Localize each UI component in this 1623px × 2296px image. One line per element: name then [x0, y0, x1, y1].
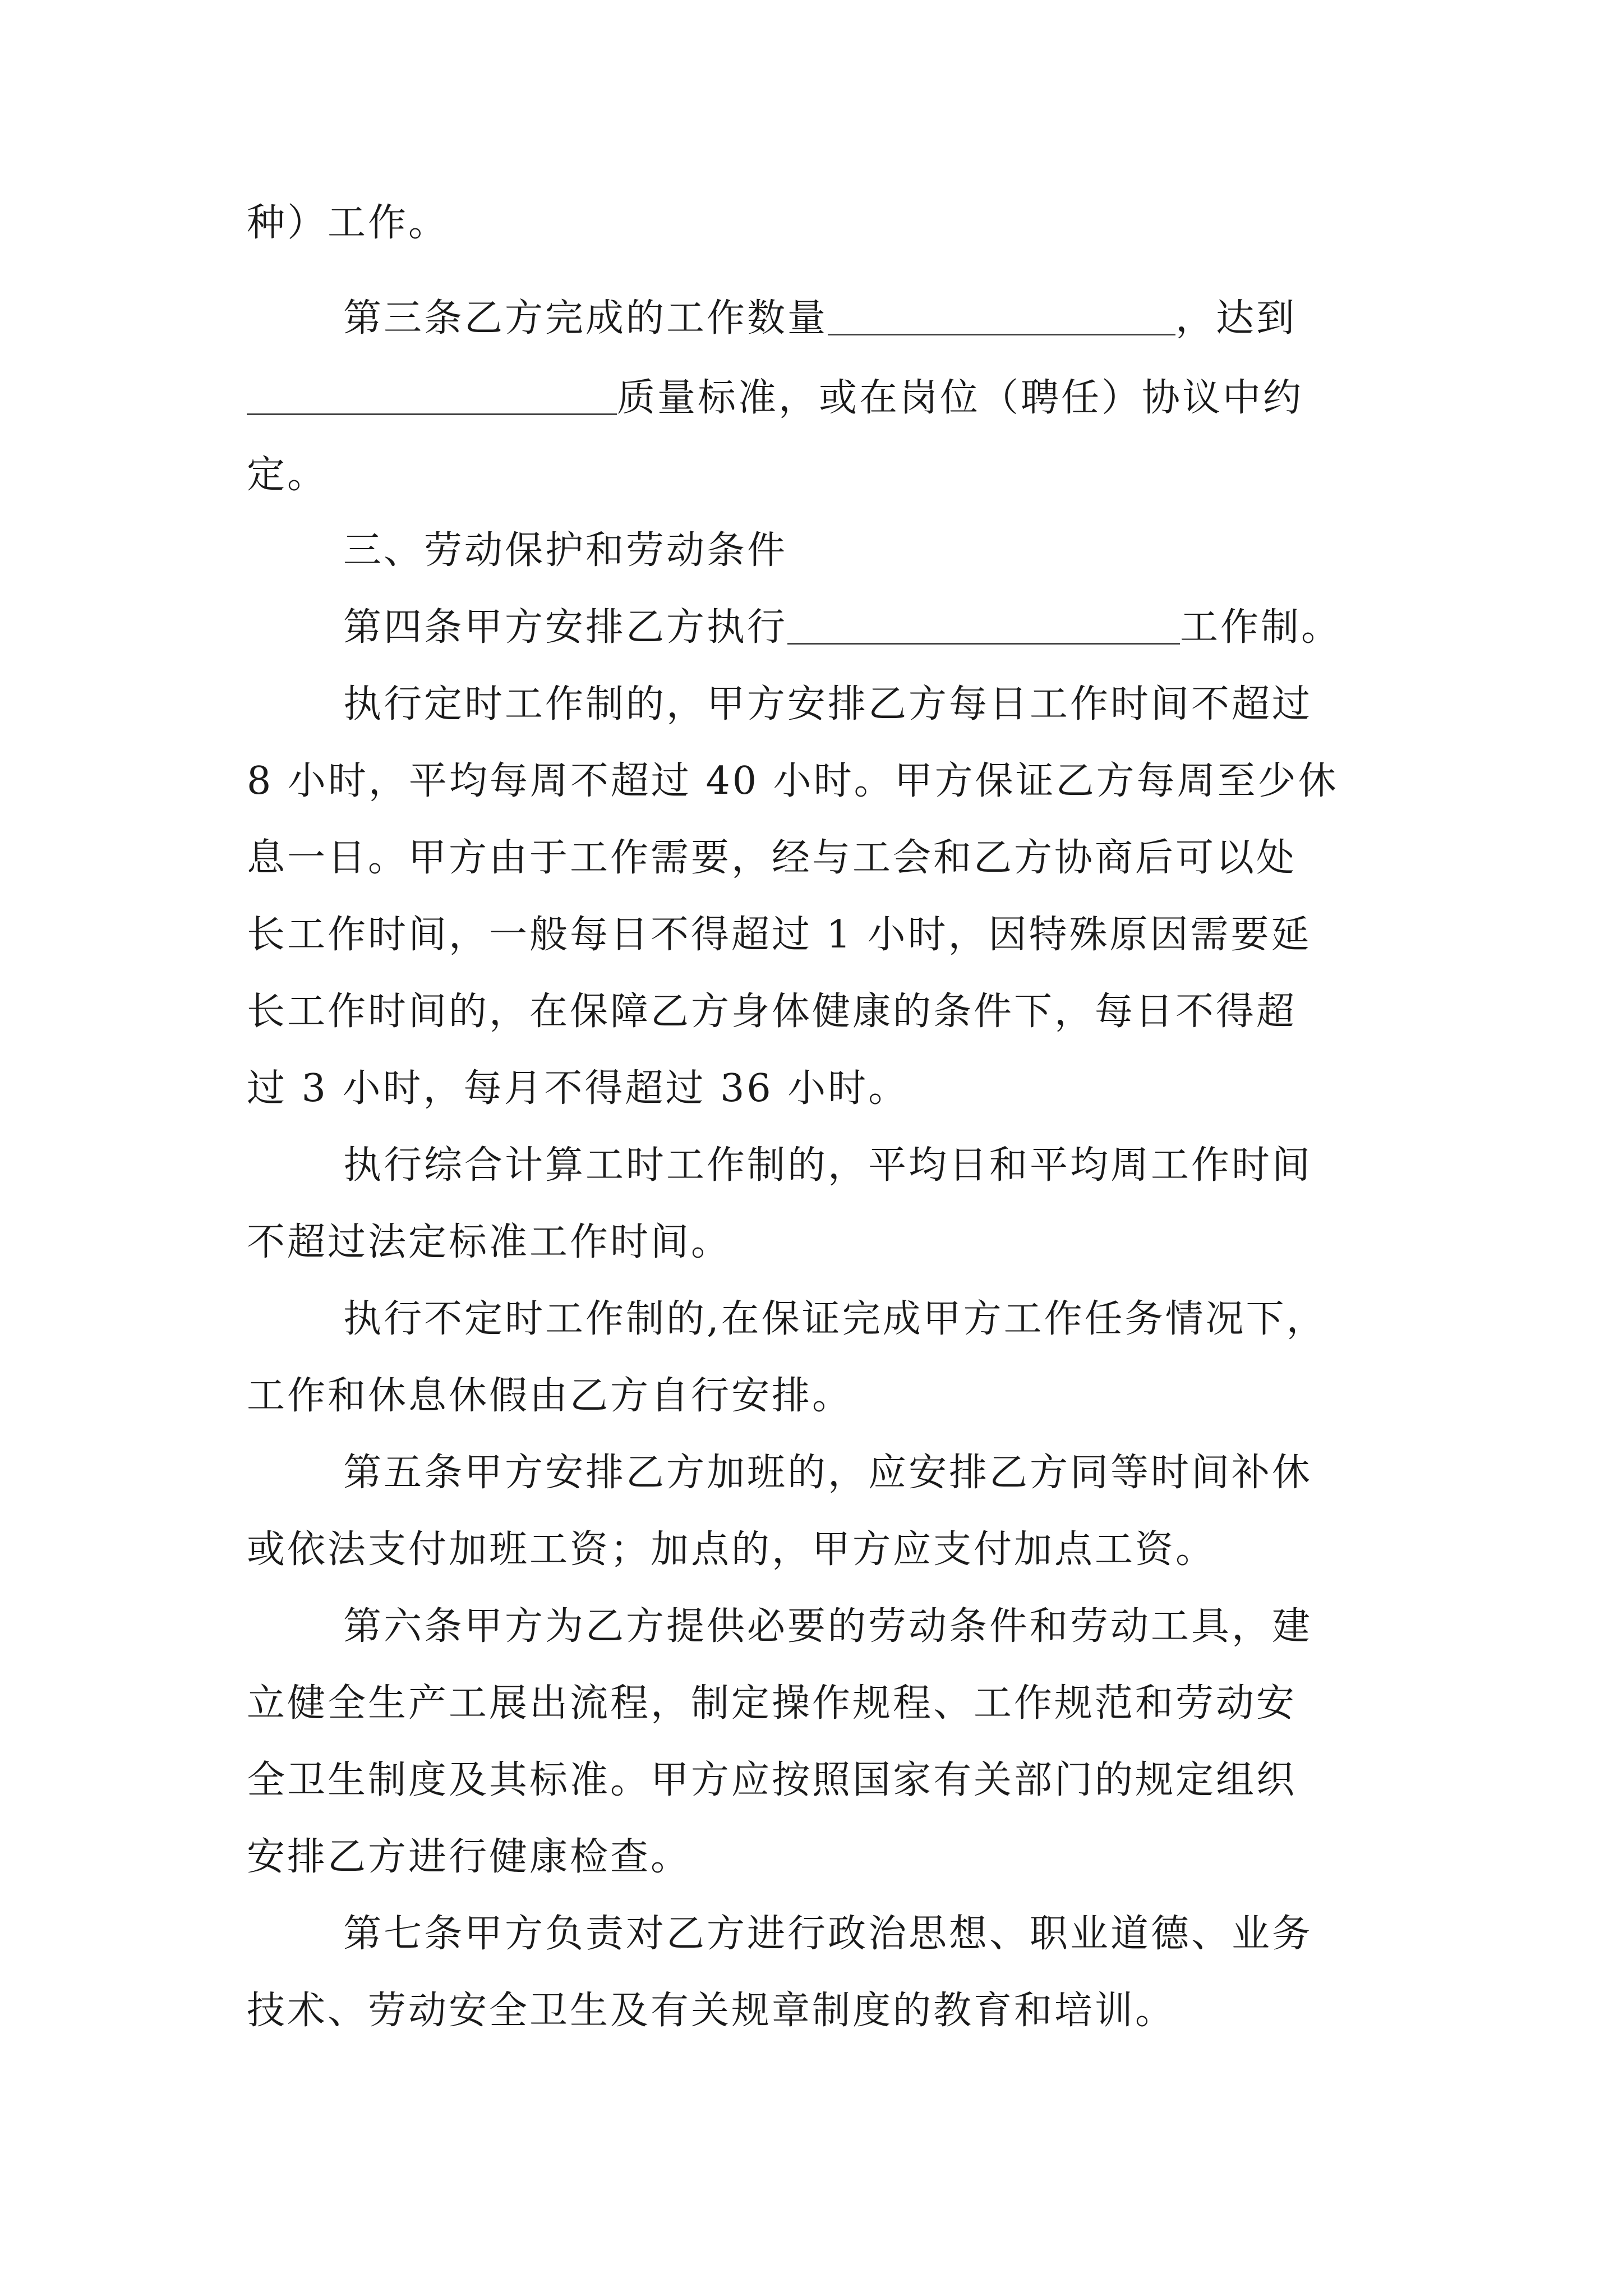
text-line: 不超过法定标准工作时间。 — [247, 1220, 732, 1264]
clause-4-line: 第四条甲方安排乙方执行 工作制。 — [343, 605, 1342, 650]
text-line: 执行定时工作制的，甲方安排乙方每日工作时间不超过 — [343, 682, 1313, 726]
text-line: 全卫生制度及其标准。甲方应按照国家有关部门的规定组织 — [247, 1758, 1297, 1802]
clause-3-line: 第三条乙方完成的工作数量 ，达到 — [343, 296, 1297, 341]
text-line: 执行综合计算工时工作制的，平均日和平均周工作时间 — [343, 1143, 1313, 1188]
text-line: 第六条甲方为乙方提供必要的劳动条件和劳动工具，建 — [343, 1604, 1313, 1649]
text-line: 立健全生产工展出流程，制定操作规程、工作规范和劳动安 — [247, 1681, 1297, 1726]
work-system-blank — [787, 609, 1180, 645]
text-line: 第五条甲方安排乙方加班的，应安排乙方同等时间补休 — [343, 1451, 1313, 1495]
text-line: 定。 — [247, 453, 328, 497]
quantity-blank — [828, 300, 1175, 335]
text-line: 安排乙方进行健康检查。 — [247, 1835, 691, 1879]
text-line: 息一日。甲方由于工作需要，经与工会和乙方协商后可以处 — [247, 836, 1297, 880]
text-line: 质量标准，或在岗位（聘任）协议中约 — [247, 373, 1303, 424]
text-line: 长工作时间，一般每日不得超过 1 小时，因特殊原因需要延 — [247, 913, 1312, 957]
text-line: 工作和休息休假由乙方自行安排。 — [247, 1374, 853, 1418]
section-heading: 三、劳动保护和劳动条件 — [343, 528, 788, 573]
quality-blank — [247, 380, 617, 415]
text-line: 执行不定时工作制的,在保证完成甲方工作任务情况下， — [343, 1297, 1327, 1341]
text-line: 或依法支付加班工资；加点的，甲方应支付加点工资。 — [247, 1527, 1216, 1572]
text-line: 长工作时间的，在保障乙方身体健康的条件下，每日不得超 — [247, 990, 1297, 1034]
text-line: 第七条甲方负责对乙方进行政治思想、职业道德、业务 — [343, 1912, 1313, 1956]
text-line: 种）工作。 — [247, 201, 449, 245]
text-line: 8 小时，平均每周不超过 40 小时。甲方保证乙方每周至少休 — [247, 759, 1339, 803]
text-line: 技术、劳动安全卫生及有关规章制度的教育和培训。 — [247, 1989, 1176, 2033]
text-line: 过 3 小时，每月不得超过 36 小时。 — [247, 1066, 909, 1111]
